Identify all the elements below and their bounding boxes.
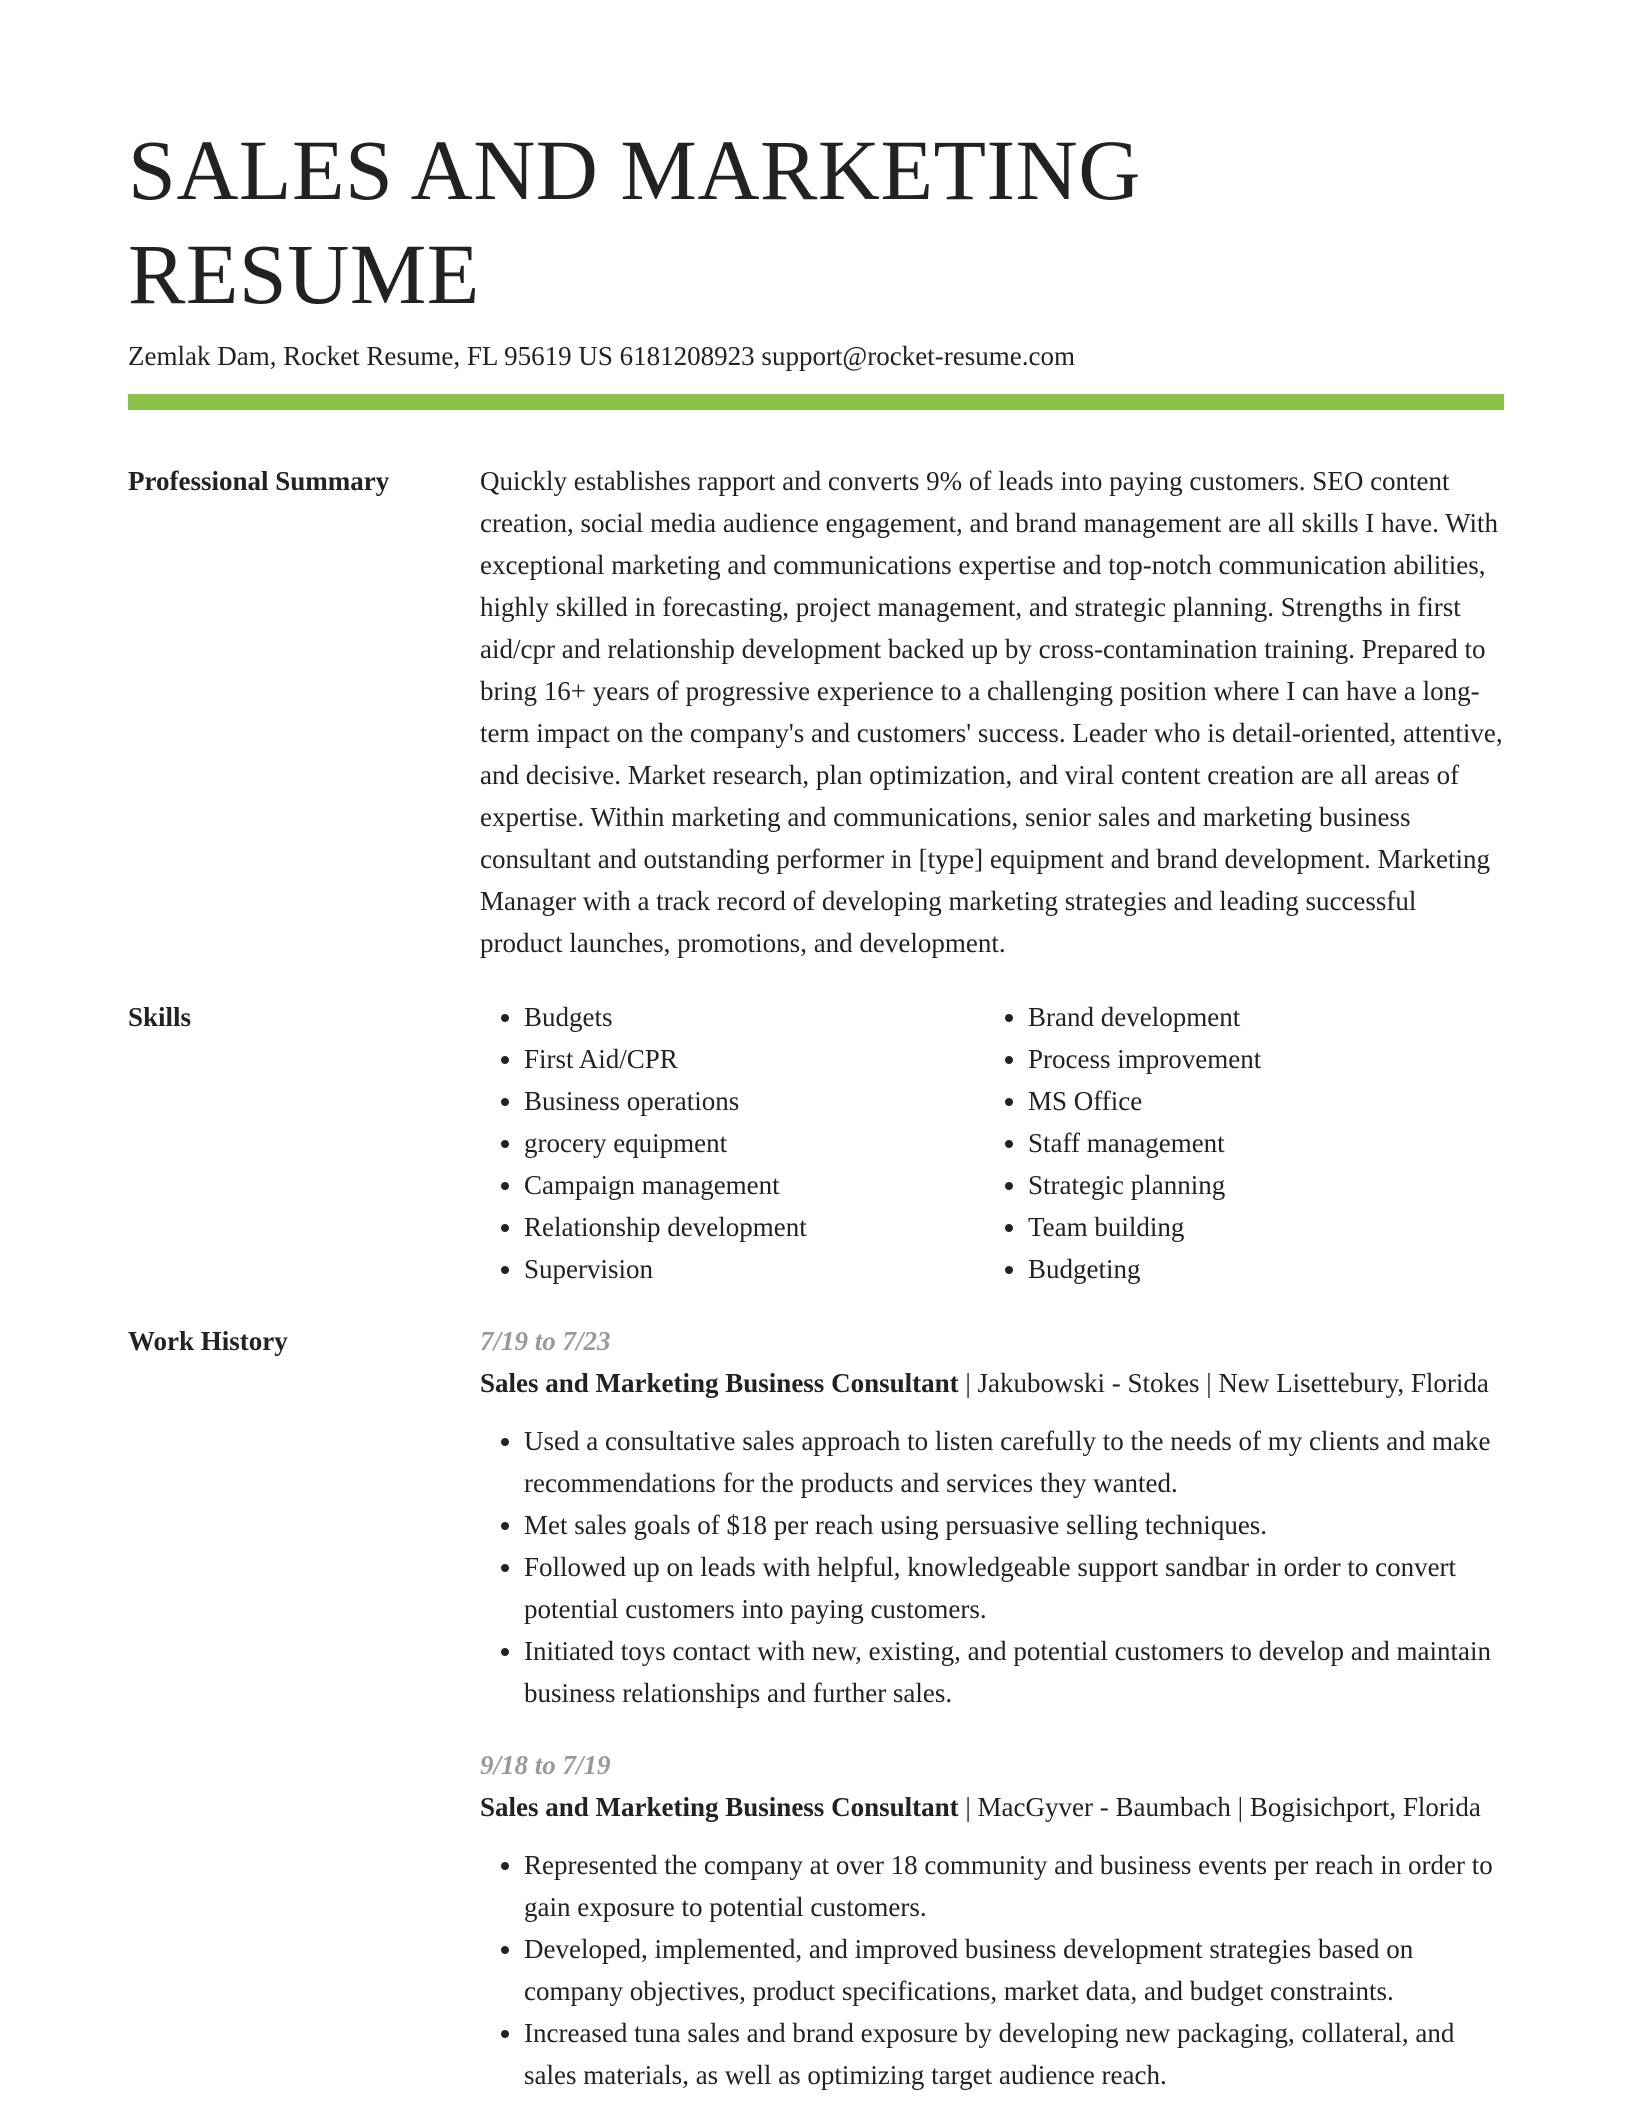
resume-title: SALES AND MARKETING RESUME [128,122,1141,322]
skill-item: • MS Office [1028,1080,1488,1122]
job-heading [480,1786,1504,1828]
skill-item: • First Aid/CPR [524,1038,984,1080]
job-bullets [480,1420,1504,1714]
section-label-skills: Skills [128,1002,192,1032]
work-history-section [128,1320,1504,2096]
job-bullet: • Represented the company at over 18 community and business events per reach in order to gain exposure to potential customers. [524,1844,1504,1928]
section-label-summary: Professional Summary [128,466,390,496]
job-entry [480,1320,1504,1714]
work-history-list [480,1320,1504,2096]
job-title: Sales and Marketing Business Consultant [480,1368,959,1398]
skill-item: • Brand development [1028,996,1488,1038]
job-details: | Jakubowski - Stokes | New Lisettebury, Florida [958,1368,1489,1398]
skill-item: • Relationship development [524,1206,984,1248]
skill-item: • Budgets [524,996,984,1038]
accent-divider [128,394,1504,410]
skill-item: • Strategic planning [1028,1164,1488,1206]
skills-column-right [984,996,1488,1290]
skill-item: • grocery equipment [524,1122,984,1164]
job-heading [480,1362,1504,1404]
skill-item: • Business operations [524,1080,984,1122]
job-bullets [480,1844,1504,2096]
summary-text: Quickly establishes rapport and converts 9% of leads into paying customers. SEO content creation, social media audience engagement, and brand management are all skills I have. With exceptional marketing and communications expertise and top-notch communication abilities, highly skilled in forecasting, project management, and strategic planning. Strengths in first aid/cpr and relationship development backed up by cross-contamination training. Prepared to bring 16+ years of progressive experience to a challenging position where I can have a long-term impact on the company's and customers' success. Leader who is detail-oriented, attentive, and decisive. Market research, plan optimization, and viral content creation are all areas of expertise. Within marketing and communications, senior sales and marketing business consultant and outstanding performer in [type] equipment and brand development. Marketing Manager with a track record of developing marketing strategies and leading successful product launches, promotions, and development. [480,466,1503,958]
job-bullet: • Followed up on leads with helpful, knowledgeable support sandbar in order to convert potential customers into paying customers. [524,1546,1504,1630]
skill-item: • Team building [1028,1206,1488,1248]
skill-item: • Staff management [1028,1122,1488,1164]
skills-column-left [480,996,984,1290]
skill-item: • Campaign management [524,1164,984,1206]
job-dates: 9/18 to 7/19 [480,1750,611,1780]
job-bullet: • Used a consultative sales approach to listen carefully to the needs of my clients and make recommendations for the products and services they wanted. [524,1420,1504,1504]
job-bullet: • Met sales goals of $18 per reach using persuasive selling techniques. [524,1504,1504,1546]
job-title: Sales and Marketing Business Consultant [480,1792,959,1822]
job-entry [480,1744,1504,2096]
skill-item: • Process improvement [1028,1038,1488,1080]
professional-summary-section [128,460,1504,964]
skills-grid [480,996,1504,1290]
job-bullet: • Initiated toys contact with new, existing, and potential customers to develop and maintain business relationships and further sales. [524,1630,1504,1714]
skills-section [128,996,1504,1290]
contact-line: Zemlak Dam, Rocket Resume, FL 95619 US 6181208923 support@rocket-resume.com [128,341,1075,371]
job-dates: 7/19 to 7/23 [480,1326,611,1356]
section-label-work: Work History [128,1326,288,1356]
job-bullet: • Developed, implemented, and improved business development strategies based on company objectives, product specifications, market data, and budget constraints. [524,1928,1504,2012]
job-details: | MacGyver - Baumbach | Bogisichport, Florida [958,1792,1481,1822]
skill-item: • Budgeting [1028,1248,1488,1290]
job-bullet: • Increased tuna sales and brand exposure by developing new packaging, collateral, and sales materials, as well as optimizing target audience reach. [524,2012,1504,2096]
skill-item: • Supervision [524,1248,984,1290]
